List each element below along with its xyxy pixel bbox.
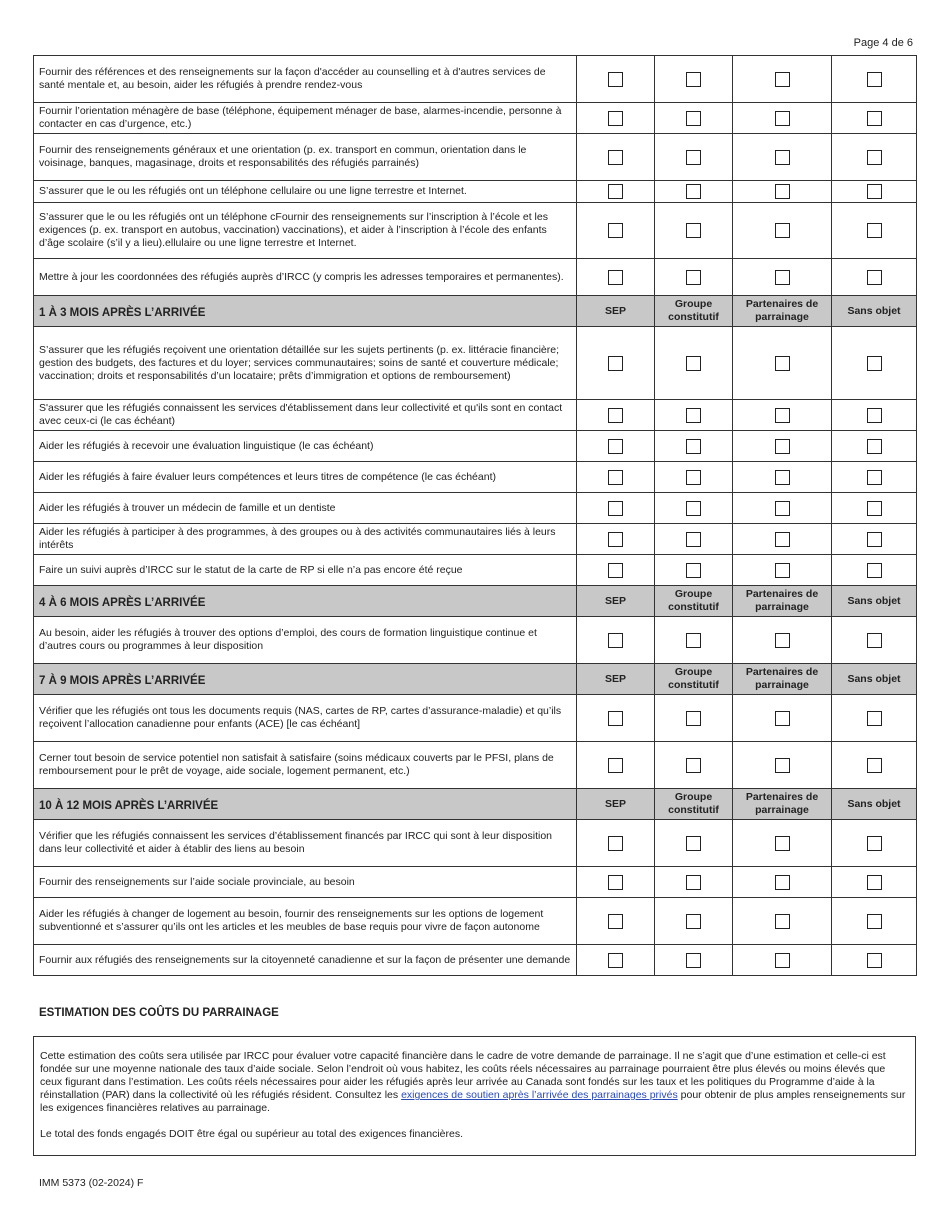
column-header-sans-objet: Sans objet [832,586,917,617]
checklist-row [34,203,917,259]
task-description: Vérifier que les réfugiés connaissent les services d’établissement financés par IRCC qui sont à leur disposition dans leur collectivité et aider à établir des liens au besoin [34,820,577,867]
checkbox-sans-objet[interactable] [867,532,882,547]
cell-partenaires-de-parrainage [733,493,832,524]
cell-groupe-constitutif [655,524,733,555]
checkbox-sep[interactable] [608,223,623,238]
cell-groupe-constitutif [655,203,733,259]
cell-sans-objet [832,945,917,976]
checkbox-sans-objet[interactable] [867,470,882,485]
checkbox-sans-objet[interactable] [867,72,882,87]
checkbox-partenaires-de-parrainage[interactable] [775,563,790,578]
checklist-row [34,259,917,296]
checkbox-partenaires-de-parrainage[interactable] [775,270,790,285]
cost-estimate-text-before: Cette estimation des coûts sera utilisée par IRCC pour évaluer votre capacité financière dans le cadre de votre demande de parrainage. Il ne s’agit que d’une estimation et celle-ci est fondée sur une moyenne nationale des taux d’aide sociale. Selon l’endroit où vous habitez, les coûts réels nécessaires au parrainage pourraient être plus élevés ou moins élevés que ceux figurant dans l’estimation. Les coûts réels nécessaires pour aider les réfugiés après leur arrivée au Canada sont fondés sur les taux et les politiques du Programme d’aide à la réinstallation (PAR) dans la collectivité où les réfugiés résident. Consultez les [40,1050,886,1101]
task-description: S’assurer que les réfugiés reçoivent une orientation détaillée sur les sujets pertinents (p. ex. littéracie financière; gestion des budgets, des factures et du loyer; services communautaires; soins de santé et couverture médicale; vaccination; droits et responsabilités d’un locataire; prêts d’immigration et options de remboursement) [34,327,577,400]
checkbox-sep[interactable] [608,111,623,126]
cell-partenaires-de-parrainage [733,134,832,181]
cell-sep [577,181,655,203]
task-description: Faire un suivi auprès d’IRCC sur le statut de la carte de RP si elle n’a pas encore été reçue [34,555,577,586]
checkbox-sep[interactable] [608,184,623,199]
cell-sans-objet [832,327,917,400]
column-header-sans-objet: Sans objet [832,664,917,695]
cell-groupe-constitutif [655,820,733,867]
section-header [34,789,917,820]
checkbox-partenaires-de-parrainage[interactable] [775,633,790,648]
checkbox-sans-objet[interactable] [867,875,882,890]
cell-groupe-constitutif [655,259,733,296]
cell-sans-objet [832,820,917,867]
cell-sep [577,56,655,103]
checkbox-partenaires-de-parrainage[interactable] [775,408,790,423]
cell-sep [577,867,655,898]
checkbox-sep[interactable] [608,439,623,454]
column-header-sep: SEP [577,296,655,327]
checkbox-groupe-constitutif[interactable] [686,223,701,238]
checkbox-partenaires-de-parrainage[interactable] [775,470,790,485]
cell-sep [577,898,655,945]
section-header [34,296,917,327]
checkbox-sans-objet[interactable] [867,223,882,238]
checkbox-groupe-constitutif[interactable] [686,875,701,890]
cell-sep [577,203,655,259]
checkbox-partenaires-de-parrainage[interactable] [775,150,790,165]
cell-sans-objet [832,134,917,181]
cell-sep [577,327,655,400]
checkbox-sep[interactable] [608,711,623,726]
task-description: Fournir aux réfugiés des renseignements sur la citoyenneté canadienne et sur la façon de présenter une demande [34,945,577,976]
checkbox-partenaires-de-parrainage[interactable] [775,875,790,890]
column-header-partenaires-de-parrainage: Partenaires de parrainage [733,664,832,695]
checkbox-partenaires-de-parrainage[interactable] [775,711,790,726]
checkbox-groupe-constitutif[interactable] [686,470,701,485]
checkbox-partenaires-de-parrainage[interactable] [775,439,790,454]
cell-sep [577,945,655,976]
column-header-groupe-constitutif: Groupe constitutif [655,664,733,695]
checkbox-sep[interactable] [608,72,623,87]
checkbox-sep[interactable] [608,470,623,485]
checkbox-sep[interactable] [608,563,623,578]
cell-sans-objet [832,695,917,742]
cell-sans-objet [832,400,917,431]
task-description: Aider les réfugiés à recevoir une évaluation linguistique (le cas échéant) [34,431,577,462]
checkbox-sep[interactable] [608,758,623,773]
cell-sans-objet [832,462,917,493]
cell-groupe-constitutif [655,555,733,586]
column-header-groupe-constitutif: Groupe constitutif [655,296,733,327]
cost-estimate-text-after: pour obtenir de plus amples renseignements sur les exigences financières relatives au parrainage. [40,1089,906,1114]
checklist-row [34,898,917,945]
cell-sep [577,134,655,181]
checkbox-groupe-constitutif[interactable] [686,914,701,929]
checkbox-partenaires-de-parrainage[interactable] [775,223,790,238]
cell-sans-objet [832,103,917,134]
checklist-row [34,524,917,555]
checkbox-partenaires-de-parrainage[interactable] [775,501,790,516]
cell-partenaires-de-parrainage [733,820,832,867]
checklist-row [34,56,917,103]
section-header [34,586,917,617]
cell-partenaires-de-parrainage [733,259,832,296]
cell-sep [577,103,655,134]
checkbox-sans-objet[interactable] [867,150,882,165]
checklist-row [34,695,917,742]
checkbox-sep[interactable] [608,532,623,547]
cell-groupe-constitutif [655,945,733,976]
checkbox-sans-objet[interactable] [867,711,882,726]
checkbox-partenaires-de-parrainage[interactable] [775,532,790,547]
page-number: Page 4 de 6 [853,37,913,49]
checkbox-partenaires-de-parrainage[interactable] [775,72,790,87]
cell-partenaires-de-parrainage [733,400,832,431]
checkbox-sep[interactable] [608,633,623,648]
checkbox-sep[interactable] [608,408,623,423]
checkbox-sans-objet[interactable] [867,356,882,371]
cost-estimate-title: ESTIMATION DES COÛTS DU PARRAINAGE [39,1007,279,1019]
settlement-checklist-table [33,55,917,976]
section-header [34,664,917,695]
section-title: 1 À 3 MOIS APRÈS L’ARRIVÉE [34,296,577,327]
task-description: Cerner tout besoin de service potentiel non satisfait à satisfaire (soins médicaux couverts par le PFSI, plans de remboursement pour le prêt de voyage, aide sociale, logement permanent, etc.) [34,742,577,789]
cell-partenaires-de-parrainage [733,327,832,400]
checkbox-sep[interactable] [608,875,623,890]
checklist-row [34,181,917,203]
cell-groupe-constitutif [655,617,733,664]
checkbox-sep[interactable] [608,953,623,968]
checkbox-partenaires-de-parrainage[interactable] [775,836,790,851]
checklist-row [34,945,917,976]
column-header-sep: SEP [577,664,655,695]
checklist-row [34,103,917,134]
cost-estimate-paragraph [40,1050,909,1115]
column-header-groupe-constitutif: Groupe constitutif [655,789,733,820]
cell-partenaires-de-parrainage [733,945,832,976]
checklist-row [34,820,917,867]
checkbox-sep[interactable] [608,150,623,165]
cell-groupe-constitutif [655,462,733,493]
cell-sans-objet [832,867,917,898]
column-header-sans-objet: Sans objet [832,789,917,820]
task-description: S’assurer que le ou les réfugiés ont un téléphone cellulaire ou une ligne terrestre et Internet. [34,181,577,203]
cell-groupe-constitutif [655,742,733,789]
checkbox-groupe-constitutif[interactable] [686,356,701,371]
task-description: Aider les réfugiés à faire évaluer leurs compétences et leurs titres de compétence (le cas échéant) [34,462,577,493]
cell-sans-objet [832,203,917,259]
private-sponsorship-requirements-link[interactable]: exigences de soutien après l’arrivée des parrainages privés [401,1089,678,1101]
column-header-partenaires-de-parrainage: Partenaires de parrainage [733,586,832,617]
cell-groupe-constitutif [655,867,733,898]
checkbox-groupe-constitutif[interactable] [686,532,701,547]
task-description: Aider les réfugiés à participer à des programmes, à des groupes ou à des activités communautaires liés à leurs intérêts [34,524,577,555]
cell-partenaires-de-parrainage [733,203,832,259]
checkbox-sans-objet[interactable] [867,408,882,423]
task-description: Au besoin, aider les réfugiés à trouver des options d’emploi, des cours de formation linguistique continue et d’autres cours ou programmes à leur disposition [34,617,577,664]
cell-sans-objet [832,431,917,462]
section-title: 10 À 12 MOIS APRÈS L’ARRIVÉE [34,789,577,820]
checkbox-groupe-constitutif[interactable] [686,439,701,454]
checkbox-partenaires-de-parrainage[interactable] [775,356,790,371]
checkbox-partenaires-de-parrainage[interactable] [775,111,790,126]
checklist-row [34,431,917,462]
cell-partenaires-de-parrainage [733,103,832,134]
cell-groupe-constitutif [655,493,733,524]
checkbox-groupe-constitutif[interactable] [686,633,701,648]
cell-sans-objet [832,181,917,203]
checklist-row [34,134,917,181]
cell-sep [577,820,655,867]
checklist-row [34,742,917,789]
checkbox-partenaires-de-parrainage[interactable] [775,914,790,929]
form-identifier: IMM 5373 (02-2024) F [39,1177,144,1189]
cell-sep [577,259,655,296]
checkbox-sans-objet[interactable] [867,563,882,578]
cell-groupe-constitutif [655,103,733,134]
checkbox-sans-objet[interactable] [867,914,882,929]
cell-sans-objet [832,524,917,555]
cell-sans-objet [832,742,917,789]
checkbox-groupe-constitutif[interactable] [686,72,701,87]
cell-sep [577,742,655,789]
cell-partenaires-de-parrainage [733,181,832,203]
cell-partenaires-de-parrainage [733,431,832,462]
checkbox-groupe-constitutif[interactable] [686,150,701,165]
checklist-row [34,400,917,431]
checkbox-sans-objet[interactable] [867,270,882,285]
task-description: Fournir des renseignements généraux et une orientation (p. ex. transport en commun, orientation dans le voisinage, banques, magasinage, droits et responsabilités des réfugiés parrainés) [34,134,577,181]
checkbox-sep[interactable] [608,501,623,516]
cell-sep [577,462,655,493]
cell-groupe-constitutif [655,327,733,400]
task-description: S’assurer que le ou les réfugiés ont un téléphone cFournir des renseignements sur l’inscription à l’école et les exigences (p. ex. transport en autobus, vaccination) vaccinations), et aider à l’inscription à l’école des enfants d’âge scolaire (s’il y a lieu).ellulaire ou une ligne terrestre et Internet. [34,203,577,259]
cell-groupe-constitutif [655,400,733,431]
column-header-partenaires-de-parrainage: Partenaires de parrainage [733,296,832,327]
cost-estimate-funds-note: Le total des fonds engagés DOIT être égal ou supérieur au total des exigences financières. [40,1128,463,1140]
checkbox-sans-objet[interactable] [867,836,882,851]
checkbox-partenaires-de-parrainage[interactable] [775,184,790,199]
checkbox-groupe-constitutif[interactable] [686,953,701,968]
checkbox-groupe-constitutif[interactable] [686,184,701,199]
checklist-row [34,867,917,898]
cell-partenaires-de-parrainage [733,56,832,103]
column-header-groupe-constitutif: Groupe constitutif [655,586,733,617]
cell-groupe-constitutif [655,181,733,203]
section-title: 4 À 6 MOIS APRÈS L’ARRIVÉE [34,586,577,617]
cell-sep [577,617,655,664]
checkbox-groupe-constitutif[interactable] [686,270,701,285]
cell-partenaires-de-parrainage [733,617,832,664]
checkbox-groupe-constitutif[interactable] [686,836,701,851]
checkbox-sep[interactable] [608,836,623,851]
checklist-row [34,493,917,524]
cell-partenaires-de-parrainage [733,898,832,945]
checkbox-sep[interactable] [608,270,623,285]
cell-partenaires-de-parrainage [733,462,832,493]
task-description: Aider les réfugiés à trouver un médecin de famille et un dentiste [34,493,577,524]
checkbox-groupe-constitutif[interactable] [686,563,701,578]
task-description: Aider les réfugiés à changer de logement au besoin, fournir des renseignements sur les options de logement subventionné et s’assurer qu’ils ont les articles et les meubles de base requis pour vivre de façon autonome [34,898,577,945]
task-description: Vérifier que les réfugiés ont tous les documents requis (NAS, cartes de RP, cartes d’assurance-maladie) et qu’ils reçoivent l’allocation canadienne pour enfants (ACE) [le cas échéant] [34,695,577,742]
cell-partenaires-de-parrainage [733,742,832,789]
cell-sep [577,695,655,742]
checklist-row [34,462,917,493]
task-description: Fournir des renseignements sur l’aide sociale provinciale, au besoin [34,867,577,898]
column-header-sep: SEP [577,789,655,820]
section-title: 7 À 9 MOIS APRÈS L’ARRIVÉE [34,664,577,695]
cell-sep [577,524,655,555]
cell-sans-objet [832,898,917,945]
checkbox-sans-objet[interactable] [867,184,882,199]
cell-groupe-constitutif [655,134,733,181]
checkbox-sans-objet[interactable] [867,439,882,454]
cell-partenaires-de-parrainage [733,867,832,898]
checkbox-groupe-constitutif[interactable] [686,758,701,773]
cell-groupe-constitutif [655,898,733,945]
cell-sans-objet [832,493,917,524]
task-description: S'assurer que les réfugiés connaissent les services d'établissement dans leur collectivité et qu'ils sont en contact avec ceux-ci (le cas échéant) [34,400,577,431]
checkbox-groupe-constitutif[interactable] [686,111,701,126]
checkbox-partenaires-de-parrainage[interactable] [775,758,790,773]
checklist-row [34,327,917,400]
cell-sans-objet [832,259,917,296]
column-header-sans-objet: Sans objet [832,296,917,327]
cell-sep [577,400,655,431]
checkbox-partenaires-de-parrainage[interactable] [775,953,790,968]
checkbox-sans-objet[interactable] [867,111,882,126]
cell-sans-objet [832,617,917,664]
checklist-row [34,555,917,586]
cell-sans-objet [832,555,917,586]
task-description: Mettre à jour les coordonnées des réfugiés auprès d’IRCC (y compris les adresses temporaires et permanentes). [34,259,577,296]
cell-sep [577,555,655,586]
checkbox-sep[interactable] [608,356,623,371]
cell-sep [577,431,655,462]
checkbox-groupe-constitutif[interactable] [686,501,701,516]
checklist-row [34,617,917,664]
checkbox-sans-objet[interactable] [867,633,882,648]
checkbox-sans-objet[interactable] [867,501,882,516]
cost-estimate-box [33,1036,916,1156]
checkbox-sans-objet[interactable] [867,953,882,968]
column-header-sep: SEP [577,586,655,617]
cell-groupe-constitutif [655,431,733,462]
cell-sans-objet [832,56,917,103]
column-header-partenaires-de-parrainage: Partenaires de parrainage [733,789,832,820]
checkbox-groupe-constitutif[interactable] [686,711,701,726]
task-description: Fournir l’orientation ménagère de base (téléphone, équipement ménager de base, alarmes-incendie, personne à contacter en cas d’urgence, etc.) [34,103,577,134]
checkbox-sans-objet[interactable] [867,758,882,773]
task-description: Fournir des références et des renseignements sur la façon d'accéder au counselling et à d'autres services de santé mentale et, au besoin, aider les réfugiés à prendre rendez-vous [34,56,577,103]
cell-partenaires-de-parrainage [733,524,832,555]
checkbox-sep[interactable] [608,914,623,929]
cell-sep [577,493,655,524]
cell-groupe-constitutif [655,56,733,103]
cell-partenaires-de-parrainage [733,555,832,586]
checkbox-groupe-constitutif[interactable] [686,408,701,423]
cell-partenaires-de-parrainage [733,695,832,742]
cell-groupe-constitutif [655,695,733,742]
